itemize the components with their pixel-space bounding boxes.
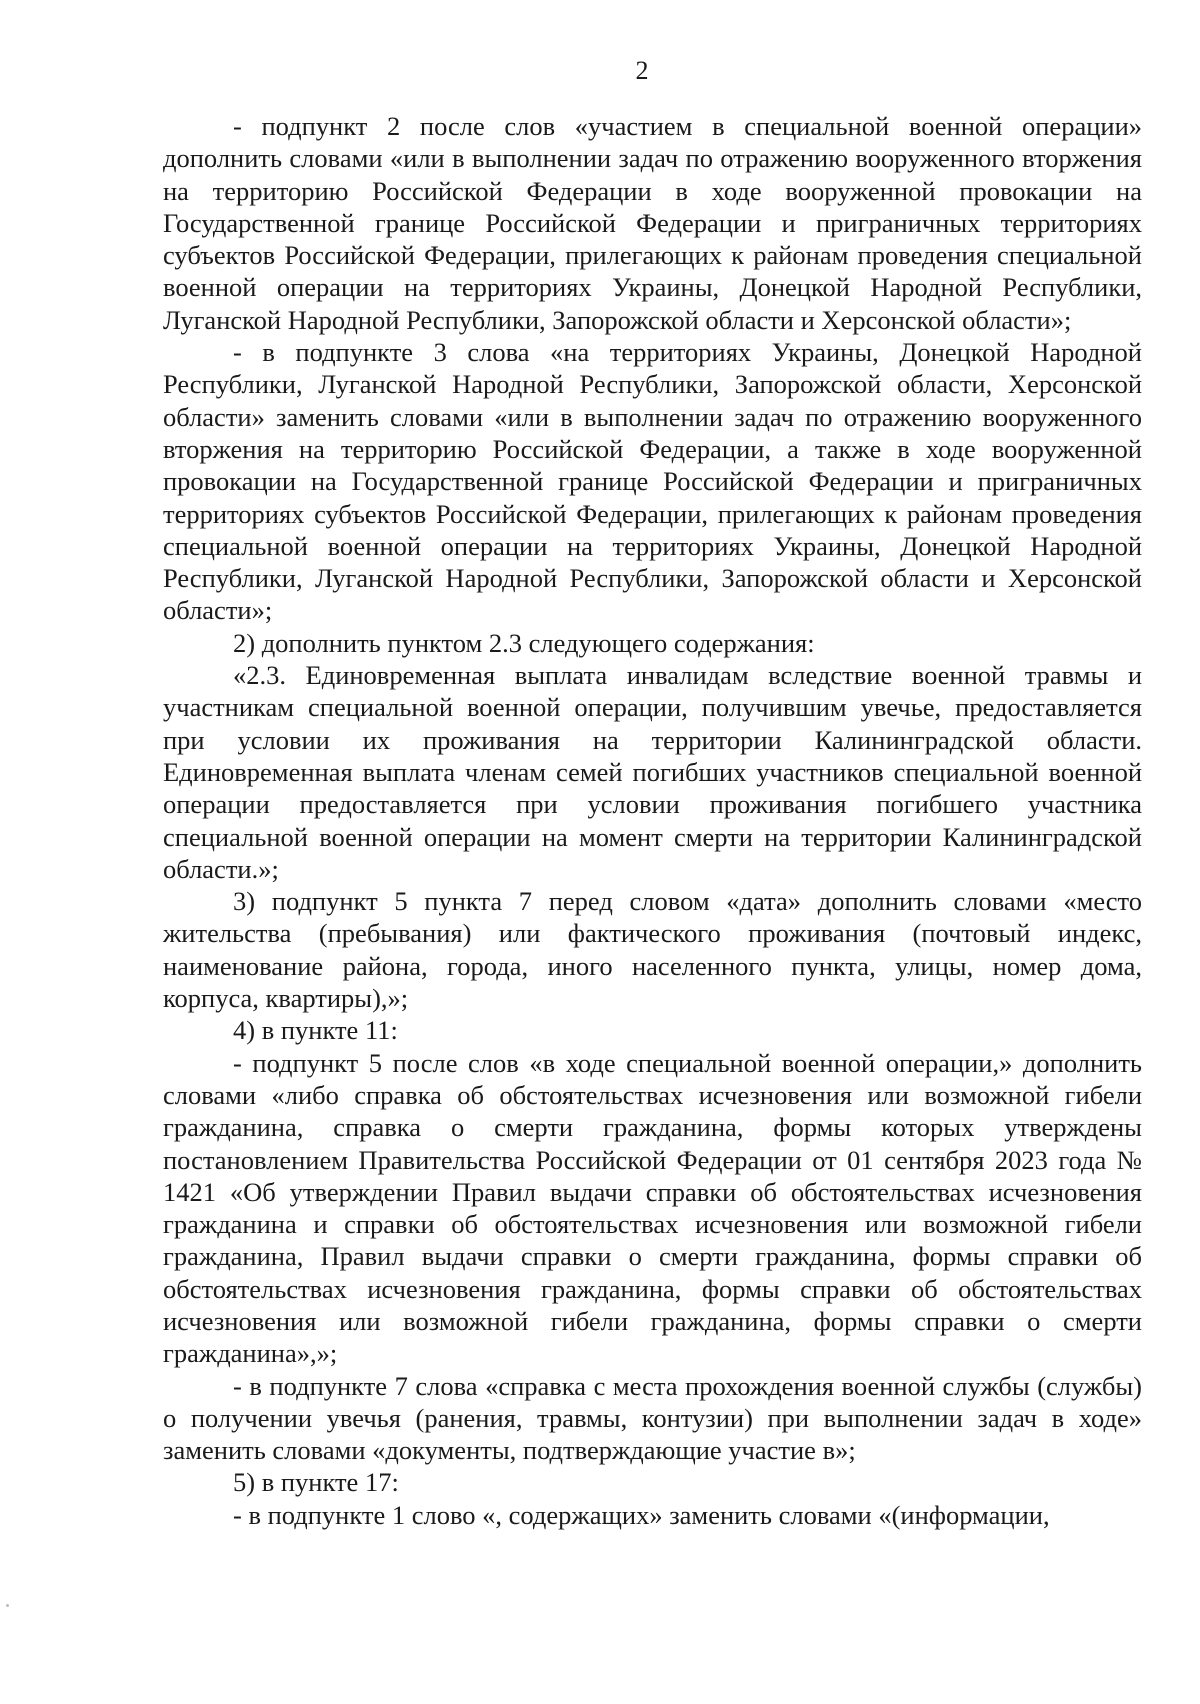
paragraph-item-4-subpoint-5: - подпункт 5 после слов «в ходе специальной военной операции,» дополнить словами «либо справка об обстоятельствах исчезновения или возможной гибели гражданина, справка о смерти гражданина, формы которых утверждены постановлением Правительства Российской Федерации от 01 сентября 2023 года № 1421 «Об утверждении Правил выдачи справки об обстоятельствах исчезновения гражданина и справки об обстоятельствах исчезновения или возможной гибели гражданина, Правил выдачи справки о смерти гражданина, формы справки об обстоятельствах исчезновения гражданина, формы справки об обстоятельствах исчезновения или возможной гибели гражданина, формы справки о смерти гражданина»,»; bbox=[163, 1047, 1142, 1369]
paragraph-item-2: 2) дополнить пунктом 2.3 следующего содержания: bbox=[233, 627, 815, 658]
paragraph-clause-2-3: «2.3. Единовременная выплата инвалидам вследствие военной травмы и участникам специальной военной операции, получившим увечье, предоставляется при условии их проживания на территории Калининградской области. Единовременная выплата членам семей погибших участников специальной военной операции предоставляется при условии проживания погибшего участника специальной военной операции на момент смерти на территории Калининградской области.»; bbox=[163, 660, 1142, 884]
scan-speck bbox=[6, 1604, 9, 1607]
paragraph-item-3: 3) подпункт 5 пункта 7 перед словом «дата» дополнить словами «место жительства (пребывания) или фактического проживания (почтовый индекс, наименование района, города, иного населенного пункта, улицы, номер дома, корпуса, квартиры),»; bbox=[163, 886, 1142, 1014]
paragraph-subpoint-3: - в подпункте 3 слова «на территориях Украины, Донецкой Народной Республики, Луганской Народной Республики, Запорожской области, Херсонской области» заменить словами «или в выполнении задач по отражению вооруженного вторжения на территорию Российской Федерации, а также в ходе вооруженной провокации на Государственной границе Российской Федерации и приграничных территориях субъектов Российской Федерации, прилегающих к районам проведения специальной военной операции на территориях Украины, Донецкой Народной Республики, Луганской Народной Республики, Запорожской области и Херсонской области»; bbox=[163, 337, 1142, 626]
paragraph-item-5-subpoint-1: - в подпункте 1 слово «, содержащих» заменить словами «(информации, bbox=[233, 1499, 1050, 1530]
paragraph-item-4: 4) в пункте 11: bbox=[233, 1015, 398, 1046]
paragraph-item-4-subpoint-7: - в подпункте 7 слова «справка с места прохождения военной службы (службы) о получении увечья (ранения, травмы, контузии) при выполнении задач в ходе» заменить словами «документы, подтверждающие участие в»; bbox=[163, 1370, 1142, 1466]
paragraph-subpoint-2: - подпункт 2 после слов «участием в специальной военной операции» дополнить словами «или в выполнении задач по отражению вооруженного вторжения на территорию Российской Федерации в ходе вооруженной провокации на Государственной границе Российской Федерации и приграничных территориях субъектов Российской Федерации, прилегающих к районам проведения специальной военной операции на территориях Украины, Донецкой Народной Республики, Луганской Народной Республики, Запорожской области и Херсонской области»; bbox=[163, 111, 1142, 335]
document-body bbox=[163, 110, 1142, 1531]
page-number: 2 bbox=[635, 56, 649, 85]
paragraph-item-5: 5) в пункте 17: bbox=[233, 1467, 399, 1498]
